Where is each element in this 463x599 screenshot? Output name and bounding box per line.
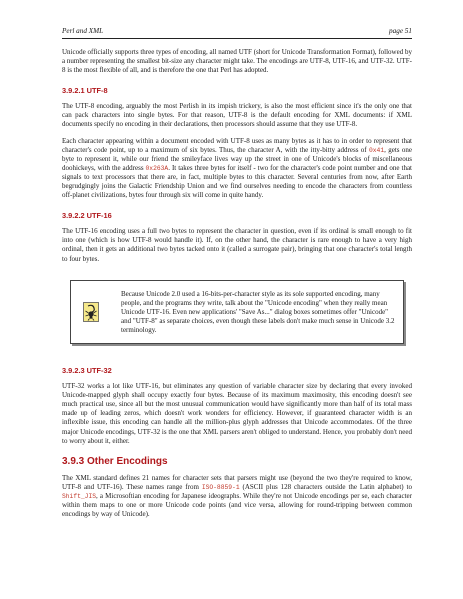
section-heading-other-encodings: 3.9.3 Other Encodings	[62, 455, 168, 467]
section-heading-utf32: 3.9.2.3 UTF-32	[62, 366, 112, 376]
other-p1-text-a: The XML standard defines 21 names for character sets that parsers might use (beyond the two they're required to know, UTF-8 and UTF-16). These names range from	[62, 473, 412, 491]
code-0x41: 0x41	[369, 146, 385, 154]
other-encodings-paragraph	[62, 474, 412, 519]
utf8-paragraph-2	[62, 137, 412, 201]
other-p1-text-c: , a Microsoftian encoding for Japanese ideographs. While they're not Unicode encodings per se, each character within them maps to one or more Unicode code points (and vice versa, allowing for round-tripping between common encodings by way of Unicode).	[62, 491, 412, 519]
utf8-paragraph-1: The UTF-8 encoding, arguably the most Perlish in its impish trickery, is also the most efficient since it's the only one that can pack characters into single bytes. For that reason, UTF-8 is the default encoding for XML documents: if XML documents specify no encoding in their declarations, then processors should assume that they use UTF-8.	[62, 102, 412, 129]
utf32-paragraph-1: UTF-32 works a lot like UTF-16, but eliminates any question of variable character size by declaring that every invoked Unicode-mapped glyph shall occupy exactly four bytes. Because of its maximum maximosity, this encoding doesn't see much practical use, since all but the most unusual communication would have significantly more than half of its total mass made up of leading zeros, which doesn't work wonders for efficiency. However, if guaranteed character width is an inflexible issue, this encoding can handle all the million-plus glyph addresses that Unicode accommodates. Of the three major Unicode encodings, UTF-32 is the one that XML parsers aren't obliged to understand. Hence, you probably don't need to worry about it, either.	[62, 382, 412, 445]
utf8-p2-text-b: , gets one byte to represent it, while our friend the smileyface lives way up the street in one of Unicode's blocks of miscellaneous doohickeys, with the address	[62, 145, 412, 172]
code-0x263a: 0x263A	[145, 164, 169, 172]
utf16-paragraph-1: The UTF-16 encoding uses a full two bytes to represent the character in question, even if its ordinal is small enough to fit into one (which is how UTF-8 would handle it). If, on the other hand, the character is rare enough to have a very high ordinal, then it gets an additional two bytes tacked onto it (called a surrogate pair), bringing that one character's total length to four bytes.	[62, 227, 412, 263]
note-box	[70, 280, 404, 344]
note-text: Because Unicode 2.0 used a 16-bits-per-character style as its sole supported encoding, many people, and the programs they write, talk about the "Unicode encoding" when they really mean Unicode UTF-16. Even new applications' "Save As..." dialog boxes sometimes offer "Unicode" and "UTF-8" as separate choices, even though these labels don't make much sense in Unicode 3.2 terminology.	[121, 289, 395, 334]
header-book-title: Perl and XML	[62, 27, 104, 35]
running-header	[62, 26, 412, 39]
other-p1-text-b: (ASCII plus 128 characters outside the Latin alphabet) to	[239, 482, 412, 491]
intro-paragraph: Unicode officially supports three types of encoding, all named UTF (short for Unicode Transformation Format), followed by a number representing the smallest bit-size any character might take. The encodings are UTF-8, UTF-16, and UTF-32. UTF-8 is the most flexible of all, and is therefore the one that Perl has adopted.	[62, 48, 412, 75]
section-heading-utf8: 3.9.2.1 UTF-8	[62, 86, 108, 96]
page-content	[62, 48, 412, 526]
utf8-p2-text-c: . It takes three bytes for itself - two for the character's code point number and one that signals to text processors that there are, in fact, multiple bytes to this character. Several centuries from now, after Earth begrudgingly joins the Galactic Friendship Union and we find ourselves needing to encode the characters from countless off-planet civilizations, bytes four through six will come in quite handy.	[62, 163, 413, 200]
utf8-p2-text-a: Each character appearing within a document encoded with UTF-8 uses as many bytes as it has to in order to represent that character's code point, up to a maximum of six bytes. Thus, the character A, with the itty-bitty address of	[62, 136, 412, 154]
code-shift-jis: Shift_JIS	[62, 492, 97, 500]
code-iso-8859-1: ISO-8859-1	[201, 483, 240, 491]
section-heading-utf16: 3.9.2.2 UTF-16	[62, 211, 112, 221]
scorpion-icon-graphic	[83, 302, 99, 322]
scorpion-icon	[83, 302, 99, 327]
header-page-number: page 51	[389, 27, 412, 35]
